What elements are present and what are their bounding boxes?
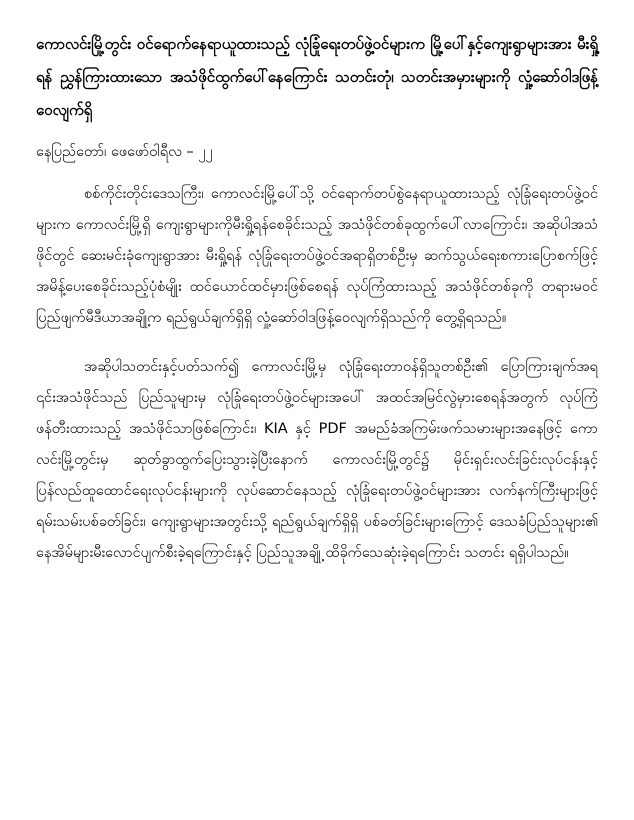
article-paragraph-1: စစ်ကိုင်းတိုင်းဒေသကြီး၊ ကောလင်းမြို့ပေါ်သို့ ဝင်ရောက်တပ်စွဲနေရာယူထားသည့် လုံခြုံရေးတပ်ဖွဲ့ဝင်များက ကောလင်းမြို့ရှိ ကျေးရွာများကိုမီးရှို့ရန်စေခိုင်းသည့် အသံဖိုင်တစ်ခုထွက်ပေါ်လာကြောင်း၊ အဆိုပါအသံဖိုင်တွင် ဆေးမင်းခုံကျေးရွာအား မီးရှို့ရန် လုံခြုံရေးတပ်ဖွဲ့ဝင်အရာရှိတစ်ဦးမှ ဆက်သွယ်ရေးစကားပြောစက်ဖြင့် အမိန့်ပေးစေခိုင်းသည့်ပုံစံမျိုး ထင်ယောင်ထင်မှားဖြစ်စေရန် လုပ်ကြံထားသည့် အသံဖိုင်တစ်ခုကို တရားမဝင်ပြည်ဖျက်မီဒီယာအချို့က ရည်ရွယ်ချက်ရှိရှိ လှုံ့ဆော်ဝါဒဖြန့်ဝေလျက်ရှိသည်ကို တွေ့ရှိရသည်။ bbox=[36, 186, 598, 326]
article-dateline: နေပြည်တော်၊ ဖေဖော်ဝါရီလ – ၂၂ bbox=[36, 144, 213, 160]
article-paragraph-2: အဆိုပါသတင်းနှင့်ပတ်သက်၍ ကောလင်းမြို့မှ လုံခြုံရေးတာဝန်ရှိသူတစ်ဦး၏ ပြောကြားချက်အရ ၎င်းအသံဖိုင်သည် ပြည်သူများမှ လုံခြုံရေးတပ်ဖွဲ့ဝင်များအပေါ် အထင်အမြင်လွဲမှားစေရန်အတွက် လုပ်ကြံဖန်တီးထားသည့် အသံဖိုင်သာဖြစ်ကြောင်း၊ KIA နှင့် PDF အမည်ခံအကြမ်းဖက်သမားများအနေဖြင့် ကောလင်းမြို့တွင်းမှ ဆုတ်ခွာထွက်ပြေးသွားခဲ့ပြီးနောက် ကောလင်းမြို့တွင်၌ မိုင်းရှင်းလင်းခြင်းလုပ်ငန်းနှင့် ပြန်လည်ထူထောင်ရေးလုပ်ငန်းများကို လုပ်ဆောင်နေသည့် လုံခြုံရေးတပ်ဖွဲ့ဝင်များအား လက်နက်ကြီးများဖြင့် ရမ်းသမ်းပစ်ခတ်ခြင်း၊ ကျေးရွာများအတွင်းသို့ ရည်ရွယ်ချက်ရှိရှိ ပစ်ခတ်ခြင်းများကြောင့် ဒေသခံပြည်သူများ၏ နေအိမ်များမီးလောင်ပျက်စီးခဲ့ရကြောင်းနှင့် ပြည်သူအချို့ ထိခိုက်သေဆုံးခဲ့ရကြောင်း သတင်း ရရှိပါသည်။ bbox=[36, 359, 598, 561]
article-headline: ကောလင်းမြို့တွင်း ဝင်ရောက်နေရာယူထားသည့် လုံခြုံရေးတပ်ဖွဲ့ဝင်များက မြို့ပေါ်နှင့်ကျေးရွာများအား မီးရှို့ရန် ညွှန်ကြားထားသော အသံဖိုင်ထွက်ပေါ်နေကြောင်း သတင်းတုံ၊ သတင်းအမှားများကို လှုံ့ဆော်ဝါဒဖြန့်ဝေလျက်ရှိ bbox=[36, 35, 598, 119]
